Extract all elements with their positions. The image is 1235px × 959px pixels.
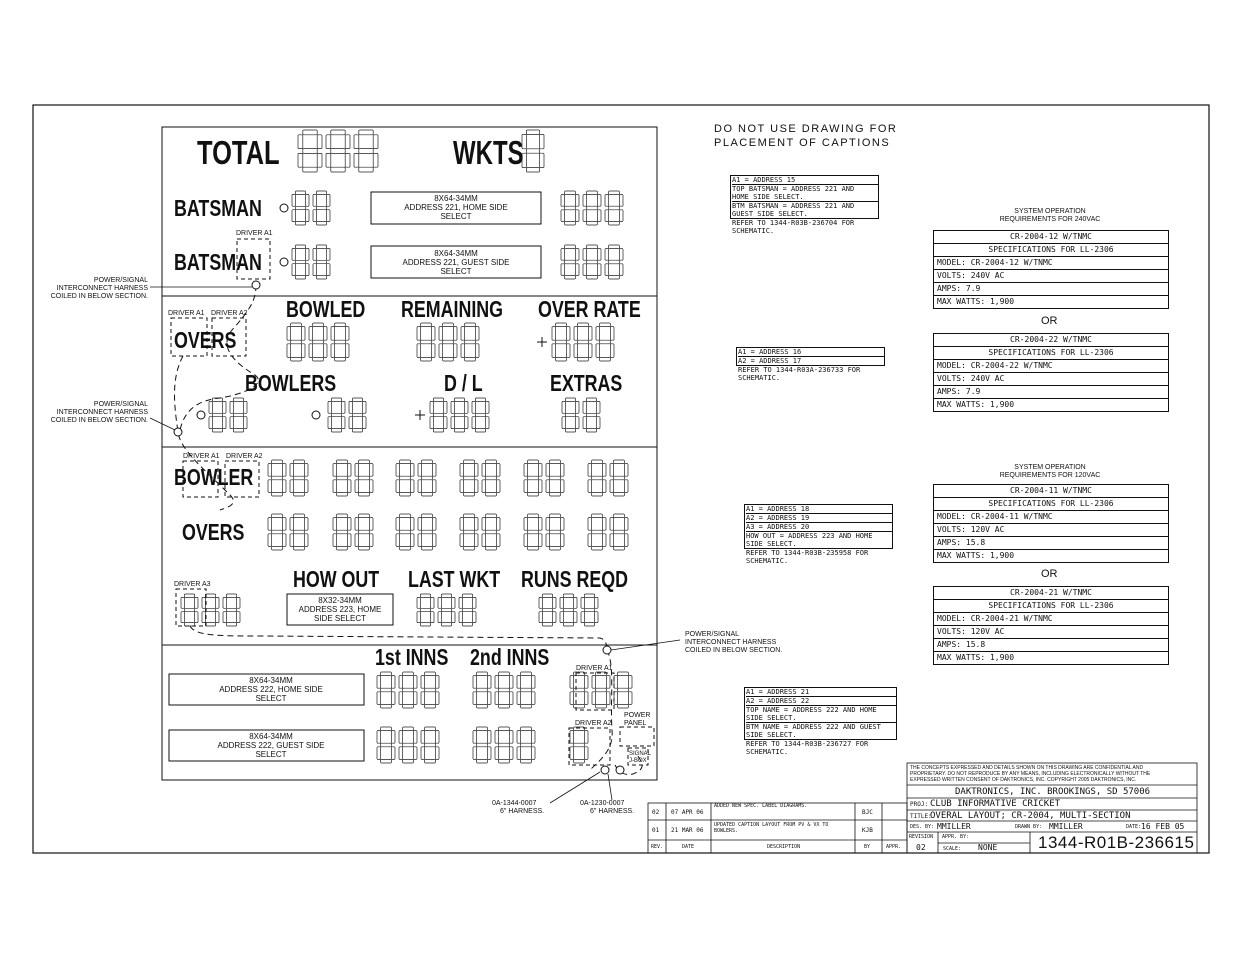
box-line: ADDRESS 222, HOME SIDE	[219, 685, 323, 694]
inns-guest-name-box	[169, 730, 364, 761]
revision-label: REVISION	[909, 834, 934, 840]
bowler-indicator	[312, 411, 320, 419]
seven-segment-digit	[290, 514, 308, 550]
box-line: SIDE SELECT	[313, 614, 367, 623]
note-line: TOP NAME = ADDRESS 222 AND HOME	[746, 706, 877, 714]
callout-text: POWER/SIGNAL	[93, 401, 148, 408]
seven-segment-digit	[421, 727, 439, 763]
rev-row-2-desc: ADDED NEW SPEC. LABEL DIAGRAMS.	[714, 803, 808, 809]
seven-segment-digit	[610, 460, 628, 496]
spec-heading: SPECIFICATIONS FOR LL-2306	[934, 347, 1168, 360]
spec-volts: VOLTS: 120V AC	[934, 524, 1168, 537]
power-panel-label: POWER	[624, 712, 651, 719]
spec-model: MODEL: CR-2004-11 W/TNMC	[934, 511, 1168, 524]
box-line: ADDRESS 222, GUEST SIDE	[217, 741, 325, 750]
leader-line	[608, 774, 612, 800]
seven-segment-digit	[614, 672, 632, 708]
seven-segment-digit	[588, 514, 606, 550]
spec-watts: MAX WATTS: 1,900	[937, 297, 1015, 306]
box-line: 8X32-34MM	[318, 596, 362, 605]
note-line: REFER TO 1344-R03A-236733 FOR	[738, 366, 861, 374]
spec-heading: SPECIFICATIONS FOR LL-2306	[934, 600, 1168, 613]
seven-segment-digit	[399, 672, 417, 708]
driver-label: DRIVER A2	[575, 720, 612, 727]
harness-node	[601, 766, 609, 774]
seven-segment-digit	[417, 594, 434, 626]
seven-segment-digit	[290, 460, 308, 496]
box-line: ADDRESS 221, HOME SIDE	[404, 203, 508, 212]
seven-segment-digit	[472, 398, 489, 432]
batsman-indicator	[280, 204, 288, 212]
seven-segment-digit	[326, 130, 350, 172]
bowler-indicator	[197, 411, 205, 419]
seven-segment-digit	[399, 727, 417, 763]
note-boxed	[736, 347, 885, 366]
label-remaining: REMAINING	[401, 296, 504, 323]
label-dl: D / L	[444, 370, 483, 397]
note-boxed	[730, 175, 879, 219]
spec-title: CR-2004-21 W/TNMC	[934, 587, 1168, 600]
batsman-1-name-box	[371, 192, 541, 224]
seven-segment-digit	[309, 323, 327, 361]
seven-segment-digit	[417, 323, 435, 361]
seven-segment-digit	[524, 460, 542, 496]
seven-segment-digit	[298, 130, 322, 172]
note-line: HOME SIDE SELECT.	[732, 193, 878, 202]
spec-volts: VOLTS: 240V AC	[934, 373, 1168, 386]
seven-segment-digit	[230, 398, 247, 432]
callout-text: POWER/SIGNAL	[685, 631, 740, 638]
seven-segment-digit	[459, 594, 476, 626]
box-line: 8X64-34MM	[249, 676, 293, 685]
callout-text: 6" HARNESS.	[500, 808, 545, 815]
seven-segment-digit	[460, 460, 478, 496]
callout-text: COILED IN BELOW SECTION.	[50, 417, 148, 424]
seven-segment-digit	[418, 514, 436, 550]
seven-segment-digit	[583, 191, 601, 225]
seven-segment-digit	[495, 672, 513, 708]
des-label: DES. BY:	[910, 824, 935, 830]
label-total: TOTAL	[197, 134, 280, 172]
seven-segment-digit	[517, 727, 535, 763]
spec-table-cr-2004-22	[933, 333, 1169, 412]
note-line: TOP BATSMAN = ADDRESS 221 AND	[732, 185, 855, 193]
rev-row-1-date: 21 MAR 06	[671, 827, 704, 834]
system-120-heading	[933, 464, 1167, 480]
label-batsman-1: BATSMAN	[174, 195, 262, 222]
driver-label: DRIVER A1	[576, 665, 613, 672]
driver-label: DRIVER A3	[174, 581, 211, 588]
seven-segment-digit	[560, 594, 577, 626]
spec-model: MODEL: CR-2004-21 W/TNMC	[934, 613, 1168, 626]
seven-segment-digit	[349, 398, 366, 432]
seven-segment-digit	[292, 245, 309, 279]
batsman-indicator	[280, 258, 288, 266]
seven-segment-digit	[181, 594, 198, 626]
seven-segment-digit	[268, 460, 286, 496]
note-line: A3 = ADDRESS 20	[746, 523, 892, 532]
proj-label: PROJ:	[910, 801, 929, 808]
note-line: A1 = ADDRESS 21	[746, 688, 896, 697]
rev-row-1-desc: UPDATED CAPTION LAYOUT FROM PV & VX TO BOWLERS.	[714, 822, 829, 834]
box-line: 8X64-34MM	[434, 194, 478, 203]
spec-watts: MAX WATTS: 1,900	[937, 551, 1015, 560]
spec-model: MODEL: CR-2004-22 W/TNMC	[934, 360, 1168, 373]
rev-row-2-date: 07 APR 06	[671, 809, 704, 816]
callout-text: 6" HARNESS.	[590, 808, 635, 815]
callout-text: 0A-1230-0007	[580, 800, 625, 807]
seven-segment-digit	[223, 594, 240, 626]
note-line: SIDE SELECT.	[746, 731, 797, 739]
or-label: OR	[1041, 568, 1058, 580]
label-batsman-2: BATSMAN	[174, 249, 262, 276]
batsman-2-name-box	[371, 246, 541, 278]
seven-segment-digit	[539, 594, 556, 626]
power-panel-label: PANEL	[624, 720, 647, 727]
seven-segment-digit	[546, 460, 564, 496]
seven-segment-digit	[333, 514, 351, 550]
rev-row-2-rev: 02	[652, 809, 660, 816]
seven-segment-digit	[292, 191, 309, 225]
seven-segment-digit	[482, 514, 500, 550]
harness-node	[616, 766, 624, 774]
box-line: SELECT	[255, 694, 287, 703]
harness-node	[174, 428, 182, 436]
driver-a3-box	[176, 589, 206, 626]
note-line: SCHEMATIC.	[738, 374, 781, 382]
seven-segment-digit	[482, 460, 500, 496]
spec-volts: VOLTS: 120V AC	[934, 626, 1168, 639]
label-bowled: BOWLED	[286, 296, 366, 323]
seven-segment-digit	[570, 672, 588, 708]
seven-segment-digit	[439, 323, 457, 361]
seven-segment-digit	[605, 245, 623, 279]
seven-segment-digit	[561, 191, 579, 225]
label-bowler: BOWLER	[174, 464, 254, 491]
label-runs-reqd: RUNS REQD	[521, 566, 629, 593]
note-boxed	[744, 687, 897, 740]
note-line: A1 = ADDRESS 15	[732, 176, 878, 185]
label-over-rate: OVER RATE	[538, 296, 641, 323]
label-bowlers: BOWLERS	[245, 370, 337, 397]
seven-segment-digit	[552, 323, 570, 361]
seven-segment-digit	[328, 398, 345, 432]
label-last-wkt: LAST WKT	[408, 566, 501, 593]
seven-segment-digit	[331, 323, 349, 361]
spec-model: MODEL: CR-2004-12 W/TNMC	[934, 257, 1168, 270]
spec-table-cr-2004-21	[933, 586, 1169, 665]
drawing-title: OVERAL LAYOUT; CR-2004, MULTI-SECTION	[930, 811, 1131, 821]
box-line: ADDRESS 223, HOME	[298, 605, 382, 614]
seven-segment-digit	[377, 672, 395, 708]
note-line: A2 = ADDRESS 17	[738, 357, 802, 365]
address-note-2	[736, 347, 885, 382]
spec-table-cr-2004-12	[933, 230, 1169, 309]
inns-home-name-box	[169, 674, 364, 705]
note-line: BTM BATSMAN = ADDRESS 221 AND	[732, 202, 855, 210]
seven-segment-digit	[421, 672, 439, 708]
harness-route	[180, 285, 258, 430]
drawn-by: MMILLER	[1049, 822, 1083, 831]
spec-title: CR-2004-22 W/TNMC	[934, 334, 1168, 347]
box-line: ADDRESS 221, GUEST SIDE	[402, 258, 510, 267]
note-line: A2 = ADDRESS 22	[746, 697, 896, 706]
seven-segment-digit	[202, 594, 219, 626]
seven-segment-digit	[354, 130, 378, 172]
callout-text: INTERCONNECT HARNESS	[685, 639, 777, 646]
box-line: SELECT	[440, 267, 472, 276]
how-out-name-box	[287, 594, 393, 625]
warning-line: DO NOT USE DRAWING FOR	[714, 123, 898, 135]
label-how-out: HOW OUT	[293, 566, 380, 593]
note-line: SCHEMATIC.	[746, 748, 789, 756]
note-boxed	[744, 504, 893, 549]
spec-heading: SPECIFICATIONS FOR LL-2306	[934, 244, 1168, 257]
seven-segment-digit	[562, 398, 579, 432]
note-line: SCHEMATIC.	[732, 227, 775, 235]
label-overs-2: OVERS	[182, 519, 245, 546]
seven-segment-digit	[473, 672, 491, 708]
confidential-notice	[910, 765, 1150, 783]
seven-segment-digit	[451, 398, 468, 432]
seven-segment-digit	[473, 727, 491, 763]
address-note-3	[744, 504, 893, 565]
seven-segment-digit	[574, 323, 592, 361]
seven-segment-digit	[495, 727, 513, 763]
note-line: SIDE SELECT.	[746, 540, 797, 548]
note-line: A2 = ADDRESS 19	[746, 514, 892, 523]
box-line: 8X64-34MM	[434, 249, 478, 258]
callout-text: INTERCONNECT HARNESS	[56, 285, 148, 292]
warning-line: PLACEMENT OF CAPTIONS	[714, 137, 891, 149]
seven-segment-digit	[546, 514, 564, 550]
seven-segment-digit	[313, 191, 330, 225]
label-second-inns: 2nd INNS	[470, 644, 550, 671]
seven-segment-digit	[430, 398, 447, 432]
rev-row-2-by: BJC	[862, 809, 873, 816]
seven-segment-digit	[438, 594, 455, 626]
plus-minus-sign	[415, 410, 425, 420]
drawing-date: 16 FEB 05	[1141, 822, 1185, 831]
spec-amps: AMPS: 7.9	[934, 283, 1168, 296]
spec-amps: AMPS: 7.9	[934, 386, 1168, 399]
or-label: OR	[1041, 315, 1058, 327]
address-note-4	[744, 687, 897, 756]
label-extras: EXTRAS	[550, 370, 623, 397]
spec-watts: MAX WATTS: 1,900	[937, 653, 1015, 662]
heading-line: REQUIREMENTS FOR 240VAC	[999, 216, 1101, 223]
seven-segment-digit	[313, 245, 330, 279]
seven-segment-digit	[268, 514, 286, 550]
company-name: DAKTRONICS, INC. BROOKINGS, SD 57006	[955, 787, 1151, 797]
designer: MMILLER	[937, 822, 971, 831]
seven-segment-digit	[583, 398, 600, 432]
scale-value: NONE	[978, 843, 998, 852]
seven-segment-digit	[461, 323, 479, 361]
callout-text: COILED IN BELOW SECTION.	[685, 647, 783, 654]
seven-segment-digit	[581, 594, 598, 626]
plus-minus-sign	[537, 337, 547, 347]
note-line: SCHEMATIC.	[746, 557, 789, 565]
seven-segment-digit	[460, 514, 478, 550]
rev-header-desc: DESCRIPTION	[767, 844, 801, 850]
harness-node	[603, 646, 611, 654]
label-first-inns: 1st INNS	[375, 644, 449, 671]
note-line: A1 = ADDRESS 16	[738, 348, 884, 357]
heading-line: SYSTEM OPERATION	[1014, 208, 1086, 215]
spec-title: CR-2004-11 W/TNMC	[934, 485, 1168, 498]
spec-amps: AMPS: 15.8	[934, 639, 1168, 652]
signal-box-label: SIGNAL	[629, 751, 652, 757]
rev-header-date: DATE	[682, 844, 695, 850]
seven-segment-digit	[592, 672, 610, 708]
driver-label: DRIVER A1	[236, 230, 273, 237]
note-line: BTM NAME = ADDRESS 222 AND GUEST	[746, 723, 881, 731]
revision-number: 02	[916, 843, 926, 852]
driver-label: DRIVER A2	[211, 310, 248, 317]
note-line: GUEST SIDE SELECT.	[732, 210, 808, 218]
notice-line: EXPRESSED WRITTEN CONSENT OF DAKTRONICS, INC. COPYRIGHT 2005 DAKTRONICS, INC.	[910, 777, 1137, 783]
spec-table-cr-2004-11	[933, 484, 1169, 563]
note-line: SIDE SELECT.	[746, 714, 896, 723]
power-panel-box	[620, 727, 654, 746]
seven-segment-digit	[610, 514, 628, 550]
seven-segment-digit	[377, 727, 395, 763]
seven-segment-digit	[418, 460, 436, 496]
callout-text: COILED IN BELOW SECTION.	[50, 293, 148, 300]
notice-line: THE CONCEPTS EXPRESSED AND DETAILS SHOWN ON THIS DRAWING ARE CONFIDENTIAL AND	[910, 765, 1144, 771]
title-label: TITLE:	[910, 813, 932, 820]
seven-segment-digit	[605, 191, 623, 225]
note-line: REFER TO 1344-R03B-235958 FOR	[746, 549, 869, 557]
callout-text: POWER/SIGNAL	[93, 277, 148, 284]
label-overs-1: OVERS	[174, 327, 237, 354]
box-line: 8X64-34MM	[249, 732, 293, 741]
rev-header-appr: APPR.	[886, 844, 902, 850]
leader-line	[550, 772, 600, 803]
heading-line: SYSTEM OPERATION	[1014, 464, 1086, 471]
seven-segment-digit	[522, 130, 544, 172]
harness-node	[252, 281, 260, 289]
seven-segment-digit	[561, 245, 579, 279]
seven-segment-digit	[517, 672, 535, 708]
note-line: REFER TO 1344-R03B-236727 FOR	[746, 740, 869, 748]
rev-header-by: BY	[864, 844, 871, 850]
spec-watts: MAX WATTS: 1,900	[937, 400, 1015, 409]
callout-text: INTERCONNECT HARNESS	[56, 409, 148, 416]
project-name: CLUB INFORMATIVE CRICKET	[930, 799, 1061, 809]
seven-segment-digit	[596, 323, 614, 361]
seven-segment-digit	[287, 323, 305, 361]
seven-segment-digit	[588, 460, 606, 496]
heading-line: REQUIREMENTS FOR 120VAC	[999, 472, 1101, 479]
spec-amps: AMPS: 15.8	[934, 537, 1168, 550]
signal-box-label: J-BOX	[629, 758, 647, 764]
rev-header-rev: REV.	[651, 844, 664, 850]
appr-label: APPR. BY:	[942, 834, 970, 840]
driver-label: DRIVER A1	[183, 453, 220, 460]
seven-segment-digit	[396, 514, 414, 550]
driver-label: DRIVER A1	[168, 310, 205, 317]
box-line: SELECT	[255, 750, 287, 759]
drawn-label: DRAWN BY:	[1015, 824, 1043, 830]
seven-segment-digit	[209, 398, 226, 432]
date-label: DATE:	[1126, 824, 1142, 830]
driver-label: DRIVER A2	[226, 453, 263, 460]
seven-segment-digit	[524, 514, 542, 550]
note-line: REFER TO 1344-R03B-236704 FOR	[732, 219, 855, 227]
callout-text: 0A-1344-0007	[492, 800, 537, 807]
rev-row-1-by: KJB	[862, 827, 873, 834]
seven-segment-digit	[570, 727, 588, 763]
scale-label: SCALE:	[943, 846, 962, 852]
seven-segment-digit	[355, 460, 373, 496]
box-line: SELECT	[440, 212, 472, 221]
system-240-heading	[933, 208, 1167, 224]
label-wkts: WKTS	[453, 135, 524, 173]
note-line: A1 = ADDRESS 18	[746, 505, 892, 514]
spec-heading: SPECIFICATIONS FOR LL-2306	[934, 498, 1168, 511]
seven-segment-digit	[355, 514, 373, 550]
note-line: HOW OUT = ADDRESS 223 AND HOME	[746, 532, 873, 540]
notice-line: PROPRIETARY. DO NOT REPRODUCE BY ANY MEANS, INCLUDING ELECTRONICALLY WITHOUT THE	[910, 771, 1151, 777]
seven-segment-digit	[333, 460, 351, 496]
seven-segment-digit	[583, 245, 601, 279]
drawing-number: 1344-R01B-236615	[1038, 833, 1195, 852]
spec-volts: VOLTS: 240V AC	[934, 270, 1168, 283]
seven-segment-digit	[396, 460, 414, 496]
rev-row-1-rev: 01	[652, 827, 660, 834]
spec-title: CR-2004-12 W/TNMC	[934, 231, 1168, 244]
address-note-1	[730, 175, 879, 235]
